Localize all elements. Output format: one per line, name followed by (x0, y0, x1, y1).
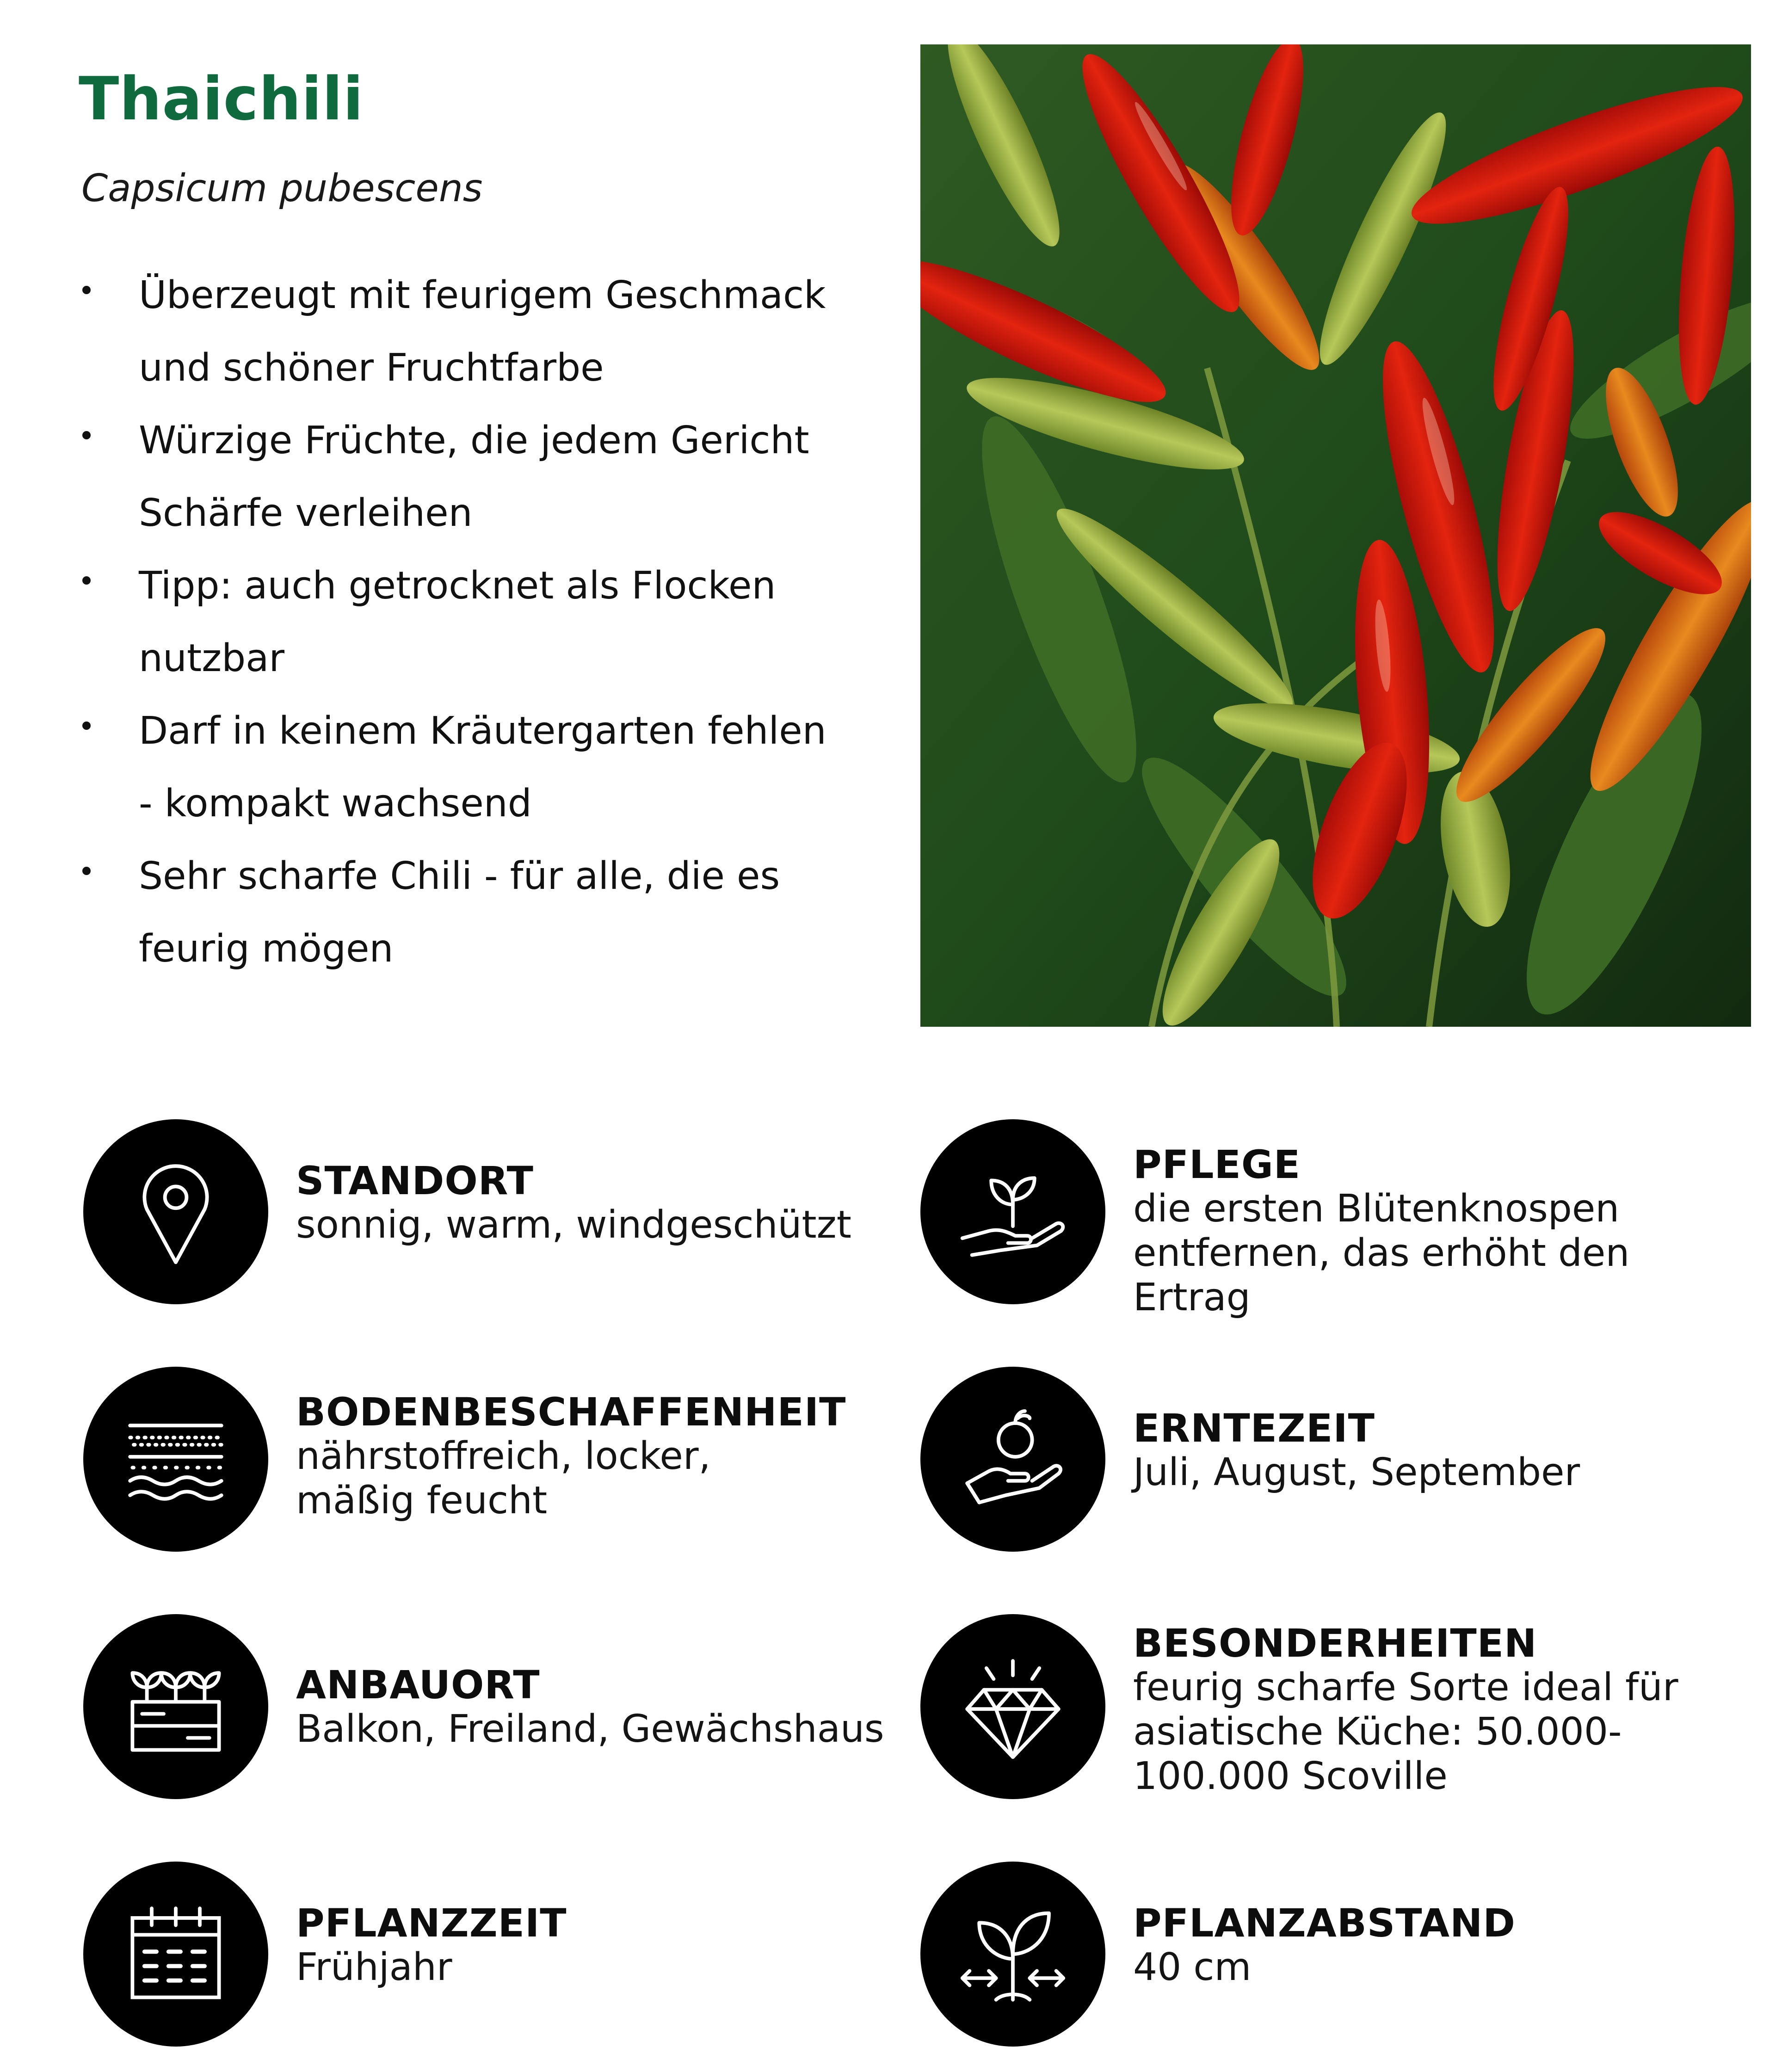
info-pflanzabstand (920, 1862, 1753, 2047)
info-value: Frühjahr (296, 1945, 452, 1989)
info-title: STANDORT (296, 1158, 534, 1203)
info-standort (83, 1119, 897, 1304)
product-title: Thaichili (79, 65, 364, 134)
info-title: ANBAUORT (296, 1662, 540, 1708)
bullet-icon (82, 867, 91, 875)
hand-fruit-icon (920, 1367, 1105, 1552)
plant-spacing-icon (920, 1862, 1105, 2047)
hand-plant-icon (920, 1119, 1105, 1304)
planter-box-icon (83, 1614, 268, 1799)
info-value: 40 cm (1133, 1945, 1252, 1989)
latin-name: Capsicum pubescens (81, 166, 483, 210)
list-item (74, 695, 897, 840)
info-value: die ersten Blütenknospen entfernen, das erhöht den Ertrag (1133, 1187, 1630, 1320)
list-item (74, 404, 897, 549)
info-title: ERNTEZEIT (1133, 1406, 1375, 1451)
info-pflege (920, 1119, 1753, 1320)
soil-layers-icon (83, 1367, 268, 1552)
diamond-icon (920, 1614, 1105, 1799)
product-photo (920, 44, 1751, 1027)
info-besonderheiten (920, 1614, 1753, 1799)
info-title: PFLANZABSTAND (1133, 1900, 1516, 1946)
feature-text: Sehr scharfe Chili - für alle, die es feurig mögen (139, 854, 780, 971)
info-title: PFLANZZEIT (296, 1900, 567, 1946)
info-erntezeit (920, 1367, 1753, 1552)
bullet-icon (82, 576, 91, 585)
list-item (74, 840, 897, 985)
feature-text: Überzeugt mit feurigem Geschmack und schöner Fruchtfarbe (139, 273, 826, 390)
bullet-icon (82, 431, 91, 439)
info-pflanzzeit (83, 1862, 897, 2047)
calendar-icon (83, 1862, 268, 2047)
list-item (74, 259, 897, 404)
feature-text: Darf in keinem Kräutergarten fehlen - kompakt wachsend (139, 709, 826, 826)
info-title: BESONDERHEITEN (1133, 1621, 1537, 1666)
info-value: Juli, August, September (1133, 1450, 1580, 1494)
info-bodenbeschaffenheit (83, 1367, 897, 1552)
info-title: PFLEGE (1133, 1142, 1301, 1187)
location-pin-icon (83, 1119, 268, 1304)
feature-text: Tipp: auch getrocknet als Flocken nutzbar (139, 564, 776, 680)
bullet-icon (82, 286, 91, 294)
feature-text: Würzige Früchte, die jedem Gericht Schärfe verleihen (139, 419, 809, 535)
info-value: Balkon, Freiland, Gewächshaus (296, 1707, 884, 1751)
info-value: sonnig, warm, windgeschützt (296, 1203, 851, 1247)
list-item (74, 549, 897, 695)
info-title: BODENBESCHAFFENHEIT (296, 1389, 846, 1435)
info-value: nährstoffreich, locker, mäßig feucht (296, 1434, 711, 1523)
feature-list (74, 259, 897, 985)
info-value: feurig scharfe Sorte ideal für asiatische Küche: 50.000- 100.000 Scoville (1133, 1665, 1678, 1798)
info-anbauort (83, 1614, 897, 1799)
bullet-icon (82, 722, 91, 730)
